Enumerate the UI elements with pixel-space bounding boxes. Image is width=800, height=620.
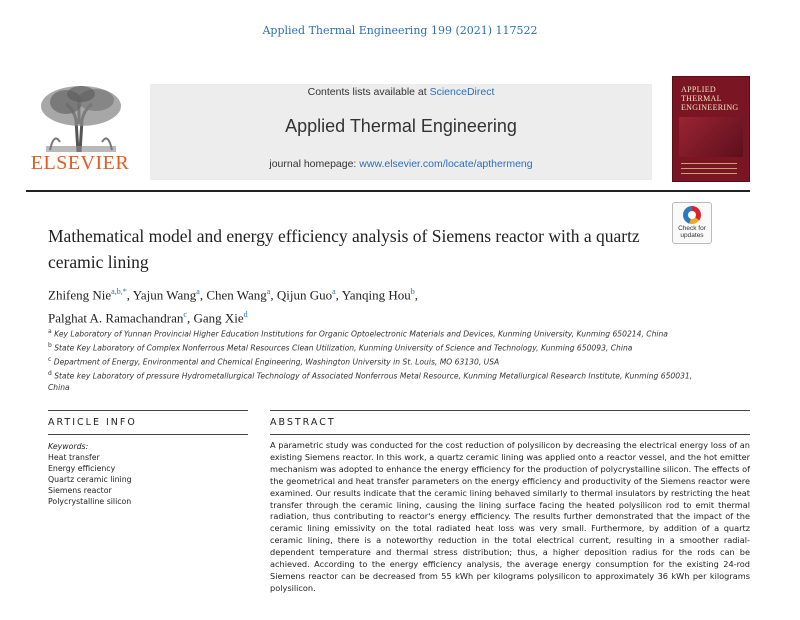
header-divider: [26, 190, 750, 192]
author-affil-sup[interactable]: a: [196, 287, 200, 296]
author-affil-sup[interactable]: a: [266, 287, 271, 296]
abstract-rule: [270, 434, 750, 435]
affiliation-sup: d: [48, 370, 52, 378]
author-affil-sup[interactable]: b: [410, 287, 415, 296]
cover-rule: [681, 168, 737, 169]
affiliation-item: [48, 340, 698, 354]
cover-title-line: ENGINEERING: [681, 103, 739, 112]
author-affil-sup[interactable]: a: [332, 287, 336, 296]
cover-title-line: THERMAL: [681, 94, 722, 103]
author-affil-sup[interactable]: a,b,*: [111, 287, 127, 296]
check-updates-line: Check for: [678, 225, 706, 232]
article-info-rule: [48, 434, 248, 435]
author-name[interactable]: Palghat A. Ramachandran: [48, 310, 184, 326]
journal-homepage-link[interactable]: www.elsevier.com/locate/apthermeng: [359, 158, 533, 170]
keyword-item: Heat transfer: [48, 453, 100, 462]
cover-title: [681, 85, 745, 112]
keyword-item: Polycrystalline silicon: [48, 497, 132, 506]
check-updates-line: updates: [680, 232, 704, 239]
affiliation-sup: c: [48, 356, 52, 364]
cover-image: [679, 117, 743, 157]
author-affil-sup[interactable]: c: [183, 310, 187, 320]
cover-rule: [681, 173, 737, 174]
author-name[interactable]: Qijun Guo: [276, 287, 333, 303]
check-for-updates-button[interactable]: [672, 202, 712, 244]
article-title: Mathematical model and energy efficiency analysis of Siemens reactor with a quartz ceramic lining: [48, 226, 640, 272]
affiliation-sup: b: [48, 342, 52, 350]
affiliation-text: Key Laboratory of Yunnan Provincial Higher Education Institutions for Organic Optoelectronic Materials and Devices, Kunming University, Kunming 650214, China: [54, 329, 668, 339]
crossmark-icon: [683, 206, 701, 224]
homepage-prefix: journal homepage:: [269, 158, 360, 170]
article-info-top-rule: [48, 410, 248, 411]
article-info-heading: ARTICLE INFO: [48, 417, 137, 428]
contents-prefix: Contents lists available at: [307, 86, 430, 98]
affiliations: [48, 326, 698, 394]
author-name[interactable]: Gang Xie: [193, 310, 244, 326]
affiliation-text: Department of Energy, Environmental and Chemical Engineering, Washington University in St. Louis, MO 63130, USA: [53, 357, 500, 367]
abstract-top-rule: [270, 410, 750, 411]
affiliation-sup: a: [48, 328, 52, 335]
journal-cover-thumbnail[interactable]: [672, 76, 750, 182]
homepage-line: [150, 158, 652, 170]
sciencedirect-link[interactable]: ScienceDirect: [429, 86, 495, 98]
keyword-item: Siemens reactor: [48, 486, 112, 495]
check-updates-label: [673, 225, 711, 239]
author-list: Zhifeng Nie$^{a,b,*}$, Yajun Wang$^a$, Chen Wang$^a$, Qijun Guo$^a$, Yanqing Hou$^b$, Palghat A. Ramachandran$^c$, Gang Xie$^d$: [48, 287, 419, 326]
affiliation-text: State Key Laboratory of Complex Nonferrous Metal Resources Clean Utilization, Kunming University of Science and Technology, Kunming 650093, China: [54, 343, 633, 353]
keywords-label: Keywords:: [48, 442, 89, 451]
cover-rule: [681, 163, 737, 164]
author-name[interactable]: Yanqing Hou: [341, 287, 411, 303]
author-name[interactable]: Zhifeng Nie: [48, 287, 112, 303]
affiliation-item: [48, 368, 698, 394]
affiliation-item: [48, 326, 698, 340]
abstract-heading: ABSTRACT: [270, 417, 336, 428]
journal-title: Applied Thermal Engineering: [285, 116, 517, 136]
journal-citation[interactable]: Applied Thermal Engineering 199 (2021) 117522: [262, 24, 538, 37]
keywords-block: [48, 441, 238, 507]
keyword-item: Quartz ceramic lining: [48, 475, 132, 484]
affiliation-item: [48, 354, 698, 368]
contents-line: [150, 86, 652, 98]
keyword-item: Energy efficiency: [48, 464, 116, 473]
author-name[interactable]: Chen Wang: [206, 287, 267, 303]
author-name[interactable]: Yajun Wang: [132, 287, 197, 303]
abstract-text: A parametric study was conducted for the cost reduction of polysilicon by decreasing the electrical energy loss of an existing Siemens reactor. In this work, a quartz ceramic lining was applied onto a reactor vessel, and the hot emitter mechanism was adopted to enhance the energy efficiency for the production of polycrystalline silicon. The effects of the geometrical and heat transfer parameters on the energy efficiency and productivity of the Siemens reactor were examined. Our results indicate that the ceramic lining behaved similarly to thermal insulators by restricting the heat transfer through the ceramic lining, causing the lining surface facing the heated polysilicon rod to emit thermal radiation, thus contributing to reactor's energy efficiency. The results further demonstrated that the impact of the ceramic lining emissivity on the total radiated heat loss was very small. Furthermore, by addition of a quartz ceramic lining, there is a noteworthy reduction in the total electrical current, resulting in a smoother radial-dependent temperature and thermal stress distribution; thus, a higher deposition radius for the rods can be achieved. According to the energy efficiency analysis, the average energy consumption for the existing 24-rod Siemens reactor can be decreased from 55 kWh per kilograms polysilicon to approximately 36 kWh per kilograms polysilicon.: [270, 440, 750, 593]
elsevier-wordmark[interactable]: ELSEVIER: [30, 152, 130, 174]
author-affil-sup[interactable]: d: [243, 310, 248, 320]
affiliation-text: State key Laboratory of pressure Hydrometallurgical Technology of Associated Nonferrous Metal Resource, Kunming Metallurgical Research Institute, Kunming 650031, China: [48, 371, 693, 393]
cover-title-line: APPLIED: [681, 85, 716, 94]
